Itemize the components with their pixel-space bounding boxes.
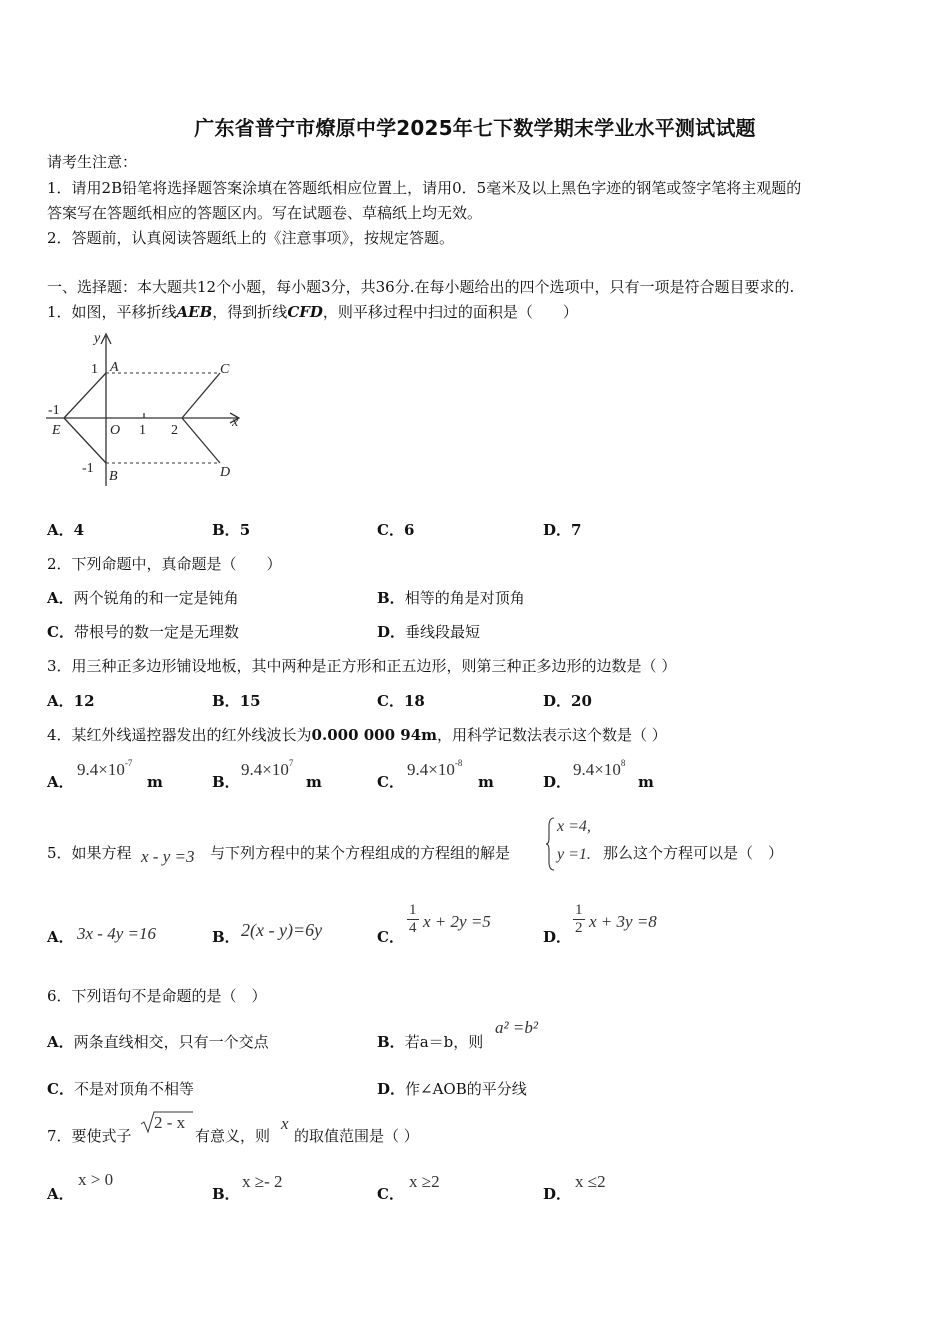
q3-option-d[interactable]: D．20	[543, 692, 592, 710]
label-c: C	[220, 362, 230, 377]
notice-item-2: 2．答题前，认真阅读答题纸上的《注意事项》，按规定答题。	[47, 229, 455, 247]
q1-option-a[interactable]: A．4	[47, 521, 85, 539]
label-x: x	[232, 415, 239, 430]
question-3-stem: 3．用三种正多边形铺设地板，其中两种是正方形和正五边形，则第三种正多边形的边数是（ ）	[47, 657, 677, 675]
label-two-x: 2	[171, 423, 178, 438]
label-a: A	[110, 360, 119, 375]
segment-eb	[64, 418, 106, 463]
label-neg1-y: -1	[82, 461, 94, 476]
q1-option-b[interactable]: B．5	[212, 521, 251, 539]
question-5-equation: x - y =3	[141, 847, 195, 866]
q3-option-c[interactable]: C．18	[377, 692, 425, 710]
question-7-stem-b: 有意义，则	[195, 1127, 271, 1145]
label-y: y	[94, 331, 101, 346]
q6-option-a[interactable]: A．两条直线相交，只有一个交点	[47, 1033, 269, 1051]
question-7-variable: x	[281, 1114, 289, 1133]
q1-option-c[interactable]: C．6	[377, 521, 415, 539]
q3-option-b[interactable]: B．15	[212, 692, 261, 710]
question-5-stem-b: 与下列方程中的某个方程组成的方程组的解是	[210, 844, 511, 862]
system-line-2: y =1.	[557, 846, 591, 863]
q1-option-d[interactable]: D．7	[543, 521, 582, 539]
q6-option-d[interactable]: D．作∠AOB的平分线	[377, 1080, 527, 1098]
notice-item-1-line-1: 1．请用2B铅笔将选择题答案涂填在答题纸相应位置上，请用0．5毫米及以上黑色字迹的钢笔或签字笔将主观题的	[47, 179, 802, 197]
question-1-figure	[42, 328, 252, 493]
q6-option-c[interactable]: C．不是对顶角不相等	[47, 1080, 194, 1098]
question-6-stem: 6．下列语句不是命题的是（ ）	[47, 987, 267, 1005]
question-7-radicand: 2 - x	[154, 1113, 186, 1132]
segment-cf	[182, 373, 220, 418]
question-4-stem: 4．某红外线遥控器发出的红外线波长为0.000 000 94m，用科学记数法表示这个数是（ ）	[47, 726, 667, 744]
q3-option-a[interactable]: A．12	[47, 692, 95, 710]
label-one-y: 1	[91, 362, 98, 377]
q2-option-b[interactable]: B．相等的角是对顶角	[377, 589, 525, 607]
question-7-stem-a: 7．要使式子	[47, 1127, 132, 1145]
label-o: O	[110, 423, 121, 438]
q2-option-d[interactable]: D．垂线段最短	[377, 623, 481, 641]
label-d: D	[220, 465, 231, 480]
page-title: 广东省普宁市燎原中学2025年七下数学期末学业水平测试试题	[194, 116, 756, 140]
q2-option-c[interactable]: C．带根号的数一定是无理数	[47, 623, 239, 641]
question-2-stem: 2．下列命题中，真命题是（ ）	[47, 555, 282, 573]
notice-heading: 请考生注意：	[47, 153, 138, 171]
notice-item-1-line-2: 答案写在答题纸相应的答题区内。写在试题卷、草稿纸上均无效。	[47, 204, 483, 222]
question-7-stem-c: 的取值范围是（ ）	[294, 1127, 419, 1145]
question-5-stem-a: 5．如果方程	[47, 844, 132, 862]
question-1-stem: 1．如图，平移折线AEB，得到折线CFD，则平移过程中扫过的面积是（ ）	[47, 303, 578, 321]
system-line-1: x =4,	[557, 818, 591, 835]
system-brace-icon	[546, 816, 556, 872]
segment-fd	[182, 418, 220, 463]
label-e: E	[52, 423, 61, 438]
label-one-x: 1	[139, 423, 146, 438]
segment-ae	[64, 373, 106, 418]
q2-option-a[interactable]: A．两个锐角的和一定是钝角	[47, 589, 239, 607]
question-5-stem-c: 那么这个方程可以是（ ）	[603, 844, 784, 862]
section-heading: 一、选择题：本大题共12个小题，每小题3分，共36分.在每小题给出的四个选项中，只有一项是符合题目要求的.	[47, 278, 795, 296]
label-neg1-x: -1	[48, 403, 60, 418]
label-b: B	[109, 469, 118, 484]
